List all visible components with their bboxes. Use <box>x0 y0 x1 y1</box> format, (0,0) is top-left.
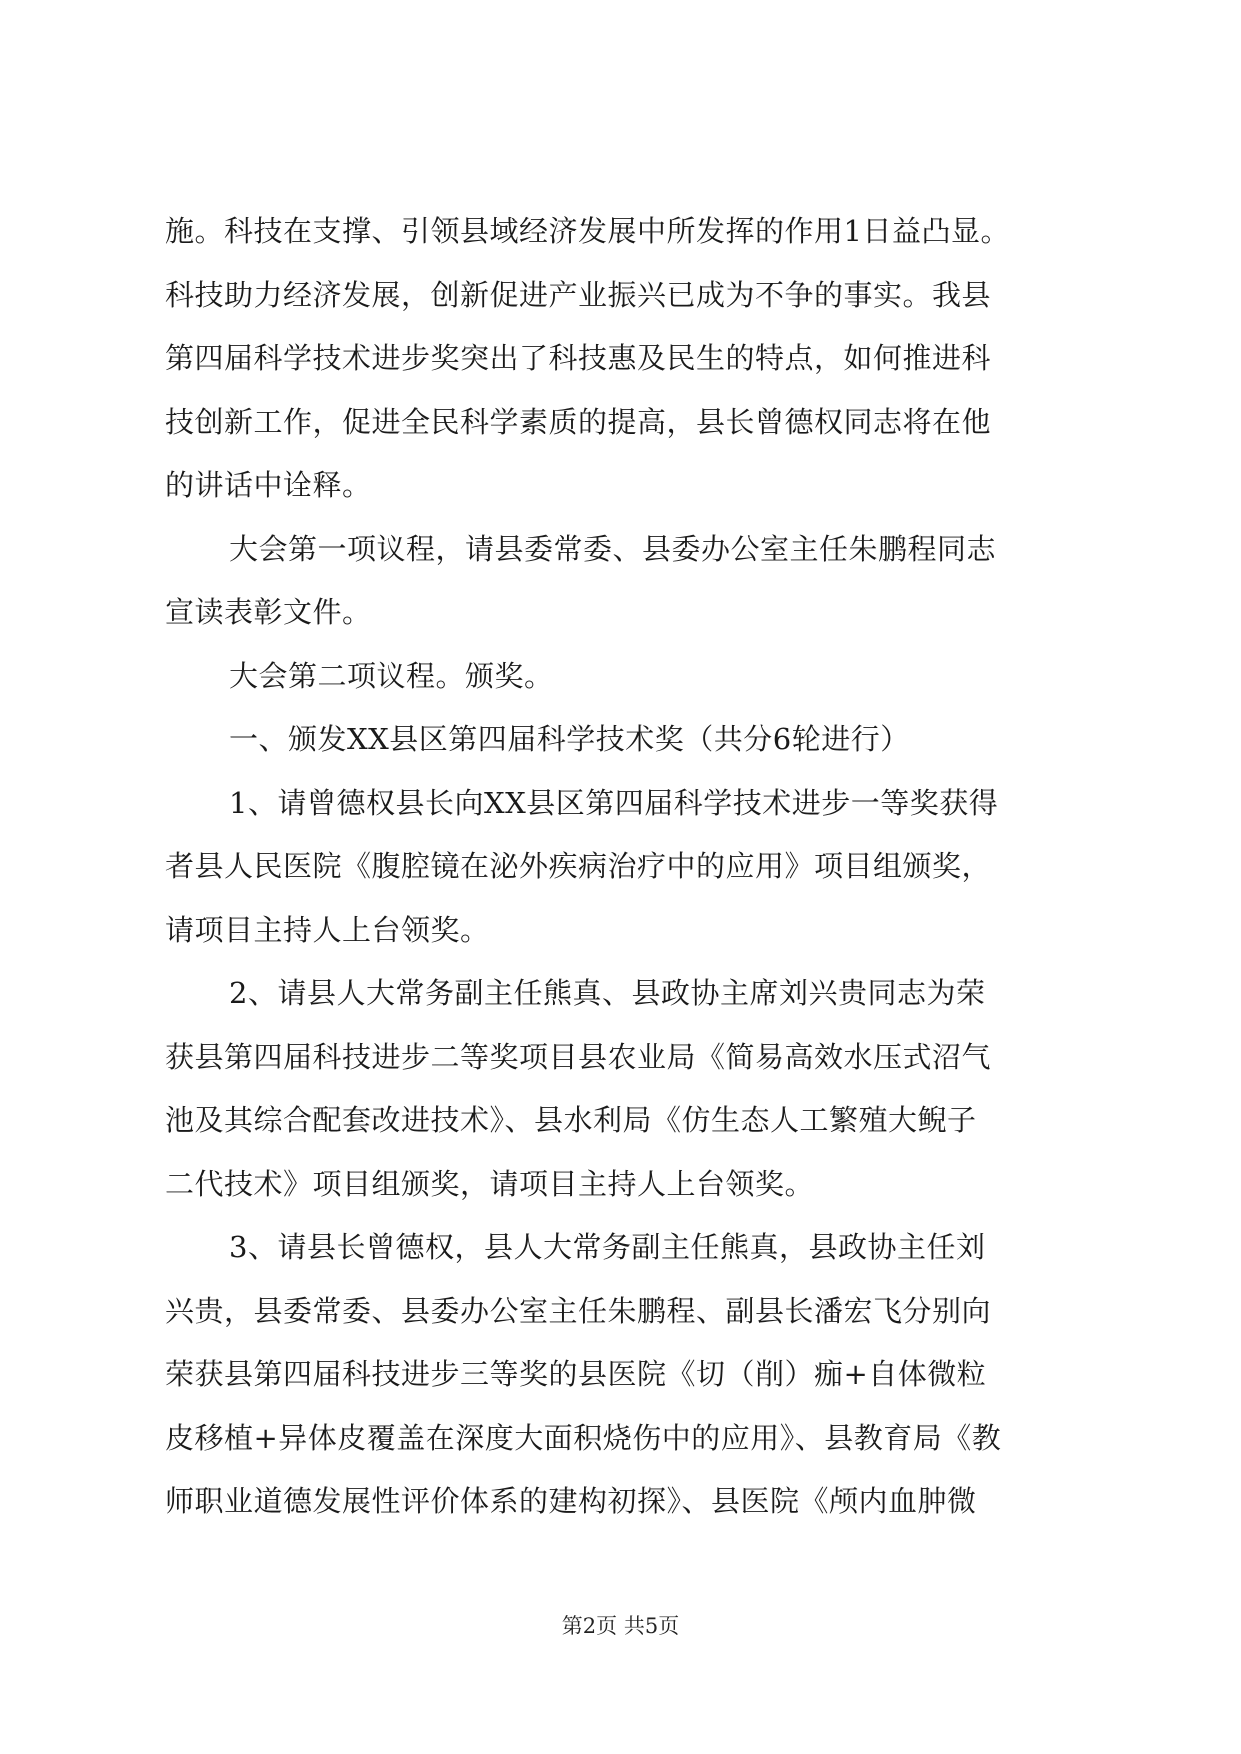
text-line: 1、请曾德权县长向XX县区第四届科学技术进步一等奖获得 <box>229 785 999 820</box>
text-line: 科技助力经济发展，创新促进产业振兴已成为不争的事实。我县 <box>165 277 992 312</box>
text-line: 二代技术》项目组颁奖，请项目主持人上台领奖。 <box>165 1166 815 1201</box>
text-line: 第四届科学技术进步奖突出了科技惠及民生的特点，如何推进科 <box>165 341 992 375</box>
document-body <box>165 200 1085 1534</box>
text-line: 者县人民医院《腹腔镜在泌外疾病治疗中的应用》项目组颁奖， <box>165 849 992 883</box>
text-line: 池及其综合配套改进技术》、县水利局《仿生态人工繁殖大鲵子 <box>165 1103 977 1137</box>
text-line: 荣获县第四届科技进步三等奖的县医院《切（削）痂+自体微粒 <box>165 1357 987 1391</box>
text-line: 皮移植+异体皮覆盖在深度大面积烧伤中的应用》、县教育局《教 <box>165 1420 1002 1455</box>
text-line: 大会第一项议程，请县委常委、县委办公室主任朱鹏程同志 <box>229 531 997 566</box>
text-line: 技创新工作，促进全民科学素质的提高，县长曾德权同志将在他 <box>165 404 992 439</box>
text-line: 一、颁发XX县区第四届科学技术奖（共分6轮进行） <box>229 722 910 756</box>
text-line: 师职业道德发展性评价体系的建构初探》、县医院《颅内血肿微 <box>165 1484 977 1518</box>
text-line: 3、请县长曾德权，县人大常务副主任熊真，县政协主任刘 <box>229 1230 986 1264</box>
page-footer: 第2页 共5页 <box>561 1614 680 1638</box>
text-line: 获县第四届科技进步二等奖项目县农业局《简易高效水压式沼气 <box>165 1039 992 1074</box>
text-line: 大会第二项议程。颁奖。 <box>229 658 554 693</box>
text-line: 宣读表彰文件。 <box>165 595 372 629</box>
text-line: 请项目主持人上台领奖。 <box>165 912 490 947</box>
text-line: 2、请县人大常务副主任熊真、县政协主席刘兴贵同志为荣 <box>229 976 986 1010</box>
text-line: 施。科技在支撑、引领县域经济发展中所发挥的作用1日益凸显。 <box>165 214 1010 248</box>
text-line: 的讲话中诠释。 <box>165 468 372 502</box>
text-line: 兴贵，县委常委、县委办公室主任朱鹏程、副县长潘宏飞分别向 <box>165 1293 992 1328</box>
